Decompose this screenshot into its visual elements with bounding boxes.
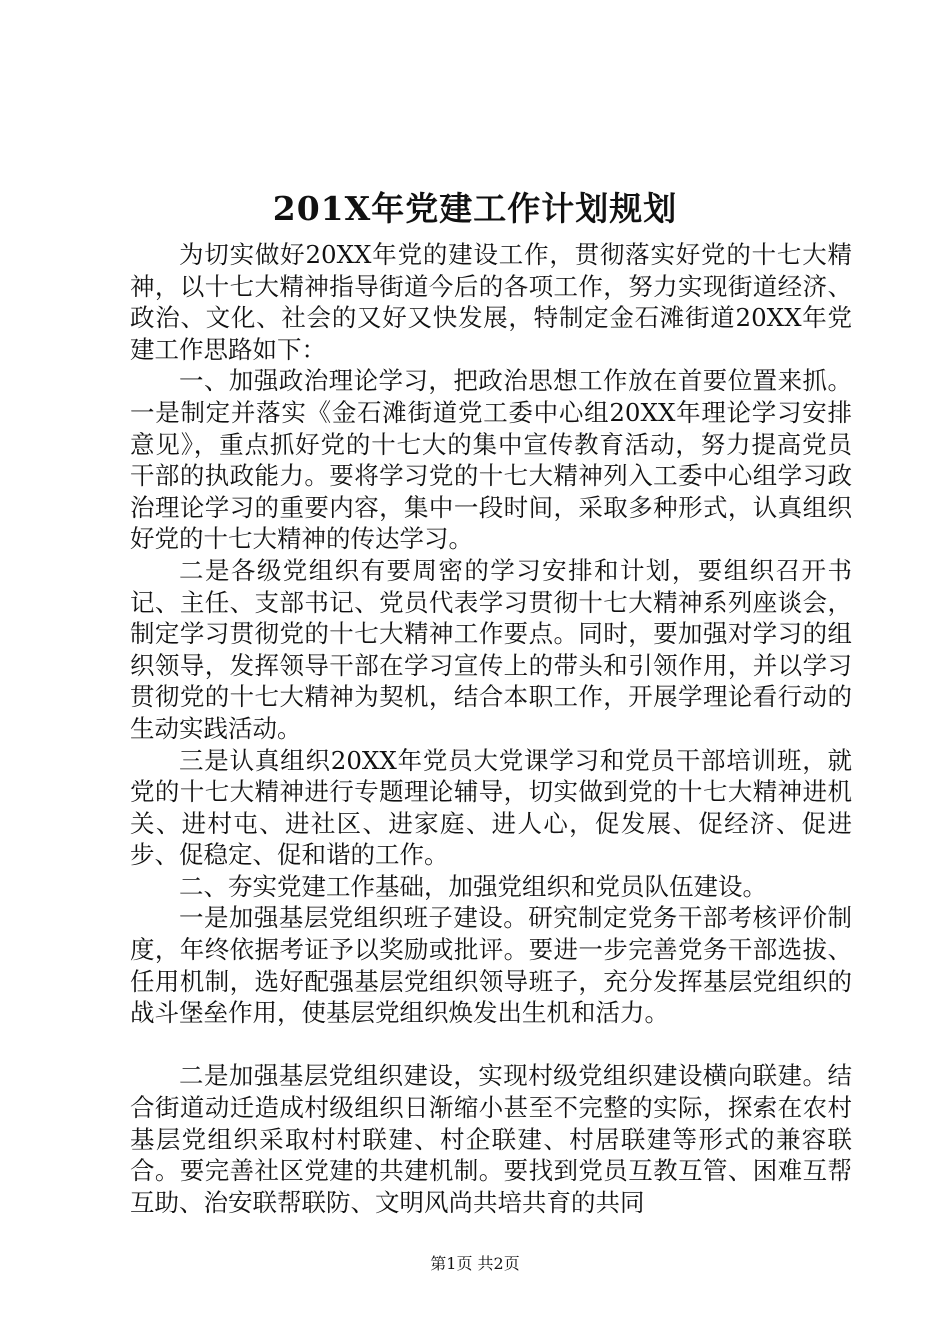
paragraph-item-4: 一是加强基层党组织班子建设。研究制定党务干部考核评价制度，年终依据考证予以奖励或批评。要进一步完善党务干部选拔、任用机制，选好配强基层党组织领导班子，充分发挥基层党组织的战斗堡垒作用，使基层党组织焕发出生机和活力。	[130, 903, 852, 1028]
paragraph-section-2: 二、夯实党建工作基础，加强党组织和党员队伍建设。	[179, 871, 767, 901]
paragraph-section-1: 一、加强政治理论学习，把政治思想工作放在首要位置来抓。一是制定并落实《金石滩街道党工委中心组20XX年理论学习安排意见》，重点抓好党的十七大的集中宣传教育活动，努力提高党员干部的执政能力。要将学习党的十七大精神列入工委中心组学习政治理论学习的重要内容，集中一段时间，采取多种形式，认真组织好党的十七大精神的传达学习。	[130, 366, 852, 554]
paragraph-intro: 为切实做好20XX年党的建设工作，贯彻落实好党的十七大精神，以十七大精神指导街道今后的各项工作，努力实现街道经济、政治、文化、社会的又好又快发展，特制定金石滩街道20XX年党建工作思路如下：	[130, 240, 852, 364]
document-body	[130, 239, 852, 1218]
paragraph-item-2: 二是各级党组织有要周密的学习安排和计划，要组织召开书记、主任、支部书记、党员代表学习贯彻十七大精神系列座谈会，制定学习贯彻党的十七大精神工作要点。同时，要加强对学习的组织领导，发挥领导干部在学习宣传上的带头和引领作用，并以学习贯彻党的十七大精神为契机，结合本职工作，开展学理论看行动的生动实践活动。	[130, 555, 852, 743]
document-title: 201X年党建工作计划规划	[272, 189, 678, 228]
paragraph-item-3: 三是认真组织20XX年党员大党课学习和党员干部培训班，就党的十七大精神进行专题理论辅导，切实做到党的十七大精神进机关、进村屯、进社区、进家庭、进人心，促发展、促经济、促进步、促稳定、促和谐的工作。	[130, 745, 852, 870]
paragraph-item-5: 二是加强基层党组织建设，实现村级党组织建设横向联建。结合街道动迁造成村级组织日渐缩小甚至不完整的实际，探索在农村基层党组织采取村村联建、村企联建、村居联建等形式的兼容联合。要完善社区党建的共建机制。要找到党员互教互管、困难互帮互助、治安联帮联防、文明风尚共培共育的共同	[130, 1061, 852, 1217]
page-number-footer: 第1页 共2页	[430, 1254, 520, 1273]
